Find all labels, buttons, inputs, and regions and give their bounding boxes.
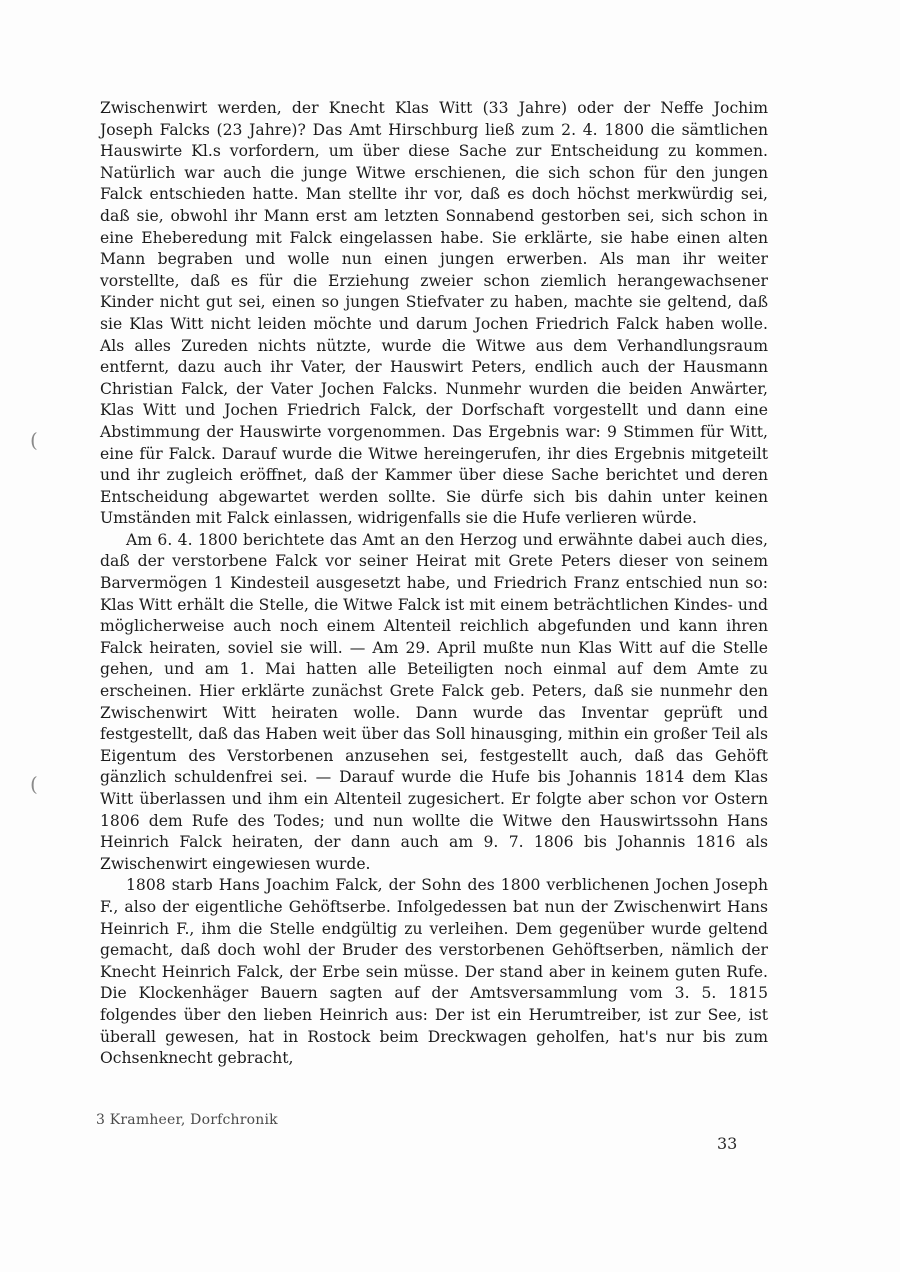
paragraph-3: 1808 starb Hans Joachim Falck, der Sohn des 1800 verblichenen Jochen Joseph F., also der eigentliche Gehöftserbe. Infolgedessen bat nun der Zwischenwirt Hans Heinrich F., ihm die Stelle endgültig zu verleihen. Dem gegenüber wurde geltend gemacht, daß doch wohl der Bruder des verstorbenen Gehöftserben, nämlich der Knecht Heinrich Falck, der Erbe sein müsse. Der stand aber in keinem guten Rufe. Die Klockenhäger Bauern sagten auf der Amtsversammlung vom 3. 5. 1815 folgendes über den lieben Heinrich aus: Der ist ein Herumtreiber, ist zur See, ist überall gewesen, hat in Rostock beim Dreckwagen geholfen, hat's nur bis zum Ochsenknecht gebracht, — [100, 876, 768, 1068]
page-number: 33 — [717, 1134, 738, 1153]
margin-mark-lower: ( — [30, 772, 38, 796]
paragraph-1: Zwischenwirt werden, der Knecht Klas Witt (33 Jahre) oder der Neffe Jochim Joseph Falcks (23 Jahre)? Das Amt Hirschburg ließ zum 2. 4. 1800 die sämtlichen Hauswirte Kl.s vorfordern, um über diese Sache zur Entscheidung zu kommen. Natürlich war auch die junge Witwe erschienen, die sich schon für den jungen Falck entschieden hatte. Man stellte ihr vor, daß es doch höchst merkwürdig sei, daß sie, obwohl ihr Mann erst am letzten Sonnabend gestorben sei, sich schon in eine Eheberedung mit Falck eingelassen habe. Sie erklärte, sie habe einen alten Mann begraben und wolle nun einen jungen erwerben. Als man ihr weiter vorstellte, daß es für die Erziehung zweier schon ziemlich herangewachsener Kinder nicht gut sei, einen so jungen Stiefvater zu haben, machte sie geltend, daß sie Klas Witt nicht leiden möchte und darum Jochen Friedrich Falck haben wolle. Als alles Zureden nichts nützte, wurde die Witwe aus dem Verhandlungsraum entfernt, dazu auch ihr Vater, der Hauswirt Peters, endlich auch der Hausmann Christian Falck, der Vater Jochen Falcks. Nunmehr wurden die beiden Anwärter, Klas Witt und Jochen Friedrich Falck, der Dorfschaft vorgestellt und dann eine Abstimmung der Hauswirte vorgenommen. Das Ergebnis war: 9 Stimmen für Witt, eine für Falck. Darauf wurde die Witwe hereingerufen, ihr dies Ergebnis mitgeteilt und ihr zugleich eröffnet, daß der Kammer über diese Sache berichtet und deren Entscheidung abgewartet werden sollte. Sie dürfe sich bis dahin unter keinen Umständen mit Falck einlassen, widrigenfalls sie die Hufe verlieren würde. — [100, 99, 768, 528]
paragraph-2: Am 6. 4. 1800 berichtete das Amt an den Herzog und erwähnte dabei auch dies, daß der verstorbene Falck vor seiner Heirat mit Grete Peters dieser von seinem Barvermögen 1 Kindesteil ausgesetzt habe, und Friedrich Franz entschied nun so: Klas Witt erhält die Stelle, die Witwe Falck ist mit einem beträchtlichen Kindes- und möglicherweise auch noch einem Altenteil reichlich abgefunden und kann ihren Falck heiraten, soviel sie will. — Am 29. April mußte nun Klas Witt auf die Stelle gehen, und am 1. Mai hatten alle Beteiligten noch einmal auf dem Amte zu erscheinen. Hier erklärte zunächst Grete Falck geb. Peters, daß sie nunmehr den Zwischenwirt Witt heiraten wolle. Dann wurde das Inventar geprüft und festgestellt, daß das Haben weit über das Soll hinausging, mithin ein großer Teil als Eigentum des Verstorbenen anzusehen sei, festgestellt auch, daß das Gehöft gänzlich schuldenfrei sei. — Darauf wurde die Hufe bis Johannis 1814 dem Klas Witt überlassen und ihm ein Altenteil zugesichert. Er folgte aber schon vor Ostern 1806 dem Rufe des Todes; und nun wollte die Witwe den Hauswirtssohn Hans Heinrich Falck heiraten, der dann auch am 9. 7. 1806 bis Johannis 1816 als Zwischenwirt eingewiesen wurde. — [100, 530, 768, 873]
footer-signature: 3 Kramheer, Dorfchronik — [96, 1112, 278, 1128]
margin-mark-upper: ( — [30, 428, 38, 452]
body-text — [100, 98, 768, 1070]
